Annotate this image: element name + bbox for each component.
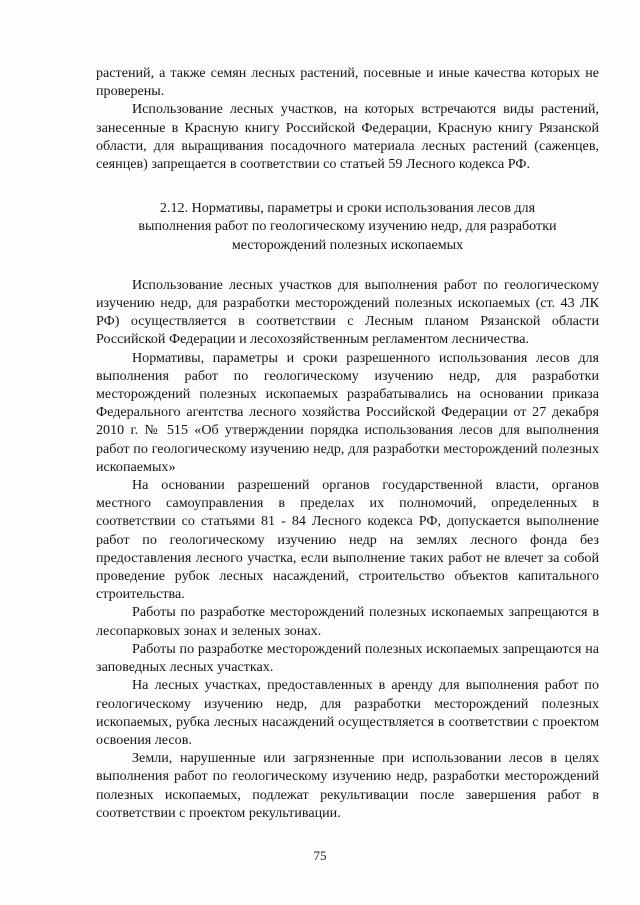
page-number: 75 <box>313 848 327 863</box>
paragraph-continued: растений, а также семян лесных растений, посевные и иные качества которых не проверены. <box>96 65 599 100</box>
paragraph-usage: Использование лесных участков для выполнения работ по геологическому изучению недр, для разработки месторождений полезных ископаемых (ст. 43 ЛК РФ) осуществляется в соответствии с Лесным планом Рязанской области Российской Федерации и лесохозяйственным регламентом лесничества. <box>96 276 599 348</box>
paragraph-norms: Нормативы, параметры и сроки разрешенного использования лесов для выполнения работ по геологическому изучению недр, для разработки месторождений полезных ископаемых разрабатывались на основании приказа Федерального агентства лесного хозяйства Российской Федерации от 27 декабря 2010 г. № 515 «Об утверждении порядка использования лесов для выполнения работ по геологическому изучению недр, для разработки месторождений полезных ископаемых» <box>96 349 599 475</box>
document-page <box>96 64 599 822</box>
paragraph-recultivation: Земли, нарушенные или загрязненные при использовании лесов в целях выполнения работ по геологическому изучению недр, разработки месторождений полезных ископаемых, подлежат рекультивации после завершения работ в соответствии с проектом рекультивации. <box>96 750 599 821</box>
section-heading <box>96 199 599 254</box>
section-heading-line-2: выполнения работ по геологическому изучению недр, для разработки <box>138 218 557 235</box>
paragraph-permissions: На основании разрешений органов государственной власти, органов местного самоуправления в пределах их полномочий, определенных в соответствии со статьями 81 - 84 Лесного кодекса РФ, допускается выполнение работ по геологическому изучению недр на землях лесного фонда без предоставления лесного участка, если выполнение таких работ не влечет за собой проведение рубок лесных насаждений, строительство объектов капитального строительства. <box>96 477 599 603</box>
paragraph-reserve-ban: Работы по разработке месторождений полезных ископаемых запрещаются на заповедных лесных участках. <box>96 640 599 676</box>
section-heading-line-3: месторождений полезных ископаемых <box>231 236 464 253</box>
paragraph-forest-park-ban: Работы по разработке месторождений полезных ископаемых запрещаются в лесопарковых зонах и зеленых зонах. <box>96 604 599 639</box>
section-heading-line-1: 2.12. Нормативы, параметры и сроки использования лесов для <box>159 200 536 217</box>
paragraph-red-book: Использование лесных участков, на которых встречаются виды растений, занесенные в Красную книгу Российской Федерации, Красную книгу Рязанской области, для выращивания посадочного материала лесных растений (саженцев, сеянцев) запрещается в соответствии со статьей 59 Лесного кодекса РФ. <box>96 101 599 173</box>
paragraph-lease: На лесных участках, предоставленных в аренду для выполнения работ по геологическому изучению недр, для разработки месторождений полезных ископаемых, рубка лесных насаждений осуществляется в соответствии с проектом освоения лесов. <box>96 677 599 748</box>
